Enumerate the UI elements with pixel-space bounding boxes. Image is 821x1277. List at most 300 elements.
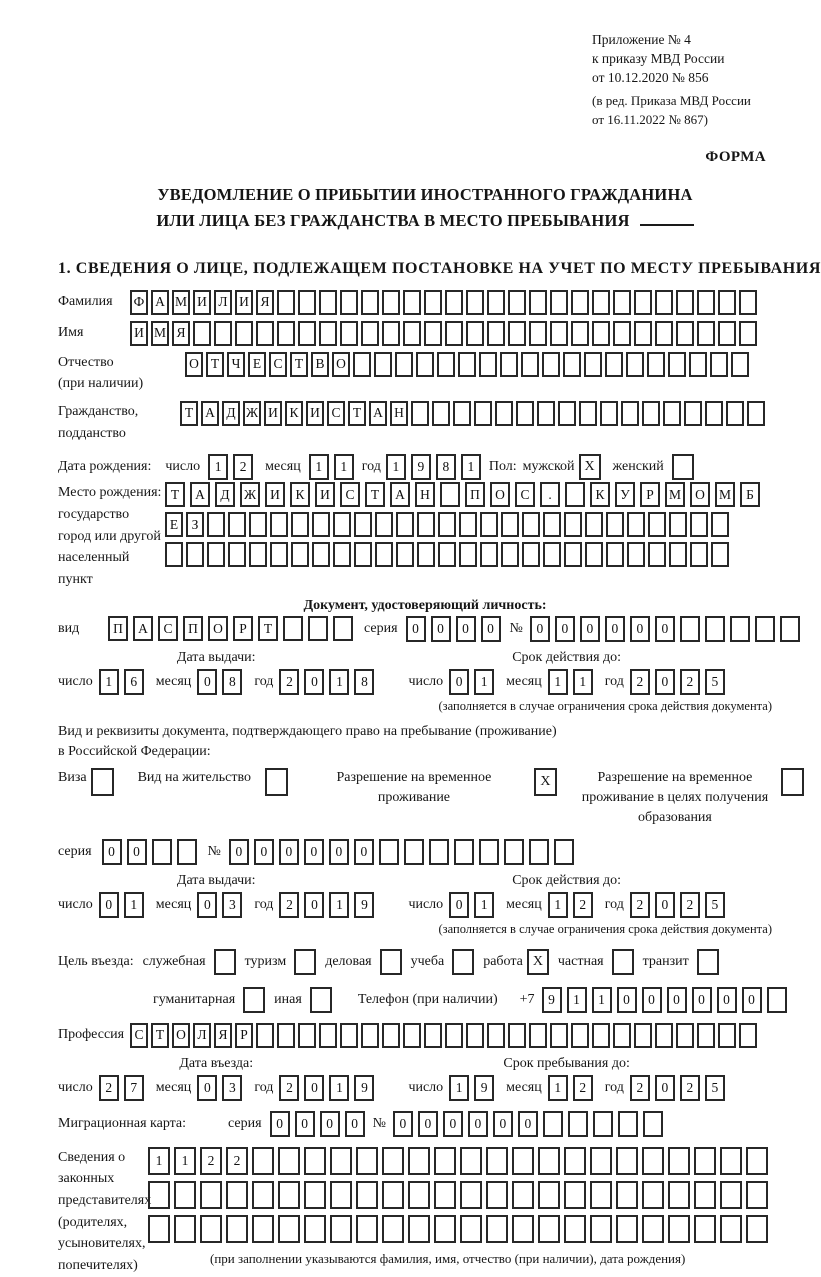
migration-number-boxes <box>393 1111 663 1137</box>
char-box: 5 <box>705 892 725 918</box>
representatives-label <box>58 1147 152 1277</box>
doc-expiry-day-boxes <box>449 669 494 695</box>
char-box: 0 <box>102 839 122 865</box>
char-box: 0 <box>127 839 147 865</box>
char-box: Т <box>151 1023 169 1048</box>
field-migration-card <box>58 1111 792 1137</box>
appendix-line: к приказу МВД России <box>592 51 725 67</box>
char-box <box>516 401 534 426</box>
char-box <box>330 1181 352 1209</box>
char-box: 2 <box>680 892 700 918</box>
purpose-official <box>143 949 236 975</box>
char-box <box>416 352 434 377</box>
char-box <box>445 290 463 315</box>
char-box <box>550 321 568 346</box>
char-box <box>330 1147 352 1175</box>
char-box <box>333 512 351 537</box>
char-box: 2 <box>573 892 593 918</box>
doc-issue-year-boxes <box>279 669 374 695</box>
char-box: 0 <box>655 892 675 918</box>
char-box: 2 <box>200 1147 222 1175</box>
char-box <box>396 542 414 567</box>
appendix-amendment-line: от 16.11.2022 № 867) <box>592 111 709 127</box>
residence-expiry-note: (заполняется в случае ограничения срока действия документа) <box>438 921 772 936</box>
char-box: 1 <box>334 454 354 480</box>
char-box <box>270 542 288 567</box>
char-box <box>417 512 435 537</box>
char-box <box>613 321 631 346</box>
purpose-tourism-label: туризм <box>244 953 287 969</box>
char-box: 0 <box>493 1111 513 1137</box>
char-box <box>408 1181 430 1209</box>
char-box: 1 <box>573 669 593 695</box>
char-box <box>564 512 582 537</box>
char-box <box>529 839 549 865</box>
option-residence-permit-label: Вид на жительство <box>137 769 251 785</box>
char-box <box>564 1215 586 1243</box>
char-box <box>403 1023 421 1048</box>
char-box <box>538 1147 560 1175</box>
char-box <box>298 321 316 346</box>
char-box <box>618 1111 638 1137</box>
char-box <box>382 321 400 346</box>
birth-place-boxes-row1 <box>165 482 760 507</box>
char-box: И <box>130 321 148 346</box>
char-box: 2 <box>233 454 253 480</box>
residence-expiry-day-boxes <box>449 892 494 918</box>
purpose-other-label: иная <box>274 991 302 1007</box>
char-box <box>711 512 729 537</box>
field-profession <box>58 1023 792 1048</box>
char-box <box>270 512 288 537</box>
char-box: 9 <box>354 892 374 918</box>
birth-place-label-main: Место рождения: <box>58 485 162 501</box>
char-box <box>252 1181 274 1209</box>
char-box: 1 <box>474 669 494 695</box>
char-box <box>226 1181 248 1209</box>
char-box <box>411 401 429 426</box>
char-box <box>705 616 725 642</box>
char-box <box>613 290 631 315</box>
field-citizenship <box>58 401 792 444</box>
stay-until-header: Срок пребывания до: <box>503 1055 630 1071</box>
representatives-label-line: усыновителях, <box>58 1236 146 1252</box>
char-box <box>466 1023 484 1048</box>
purpose-private-checkbox <box>612 949 634 975</box>
char-box: 2 <box>279 669 299 695</box>
char-box <box>605 352 623 377</box>
char-box <box>333 616 353 641</box>
purpose-official-checkbox <box>214 949 236 975</box>
char-box <box>207 542 225 567</box>
char-box <box>361 321 379 346</box>
char-box: 7 <box>124 1075 144 1101</box>
char-box <box>353 352 371 377</box>
char-box: 8 <box>354 669 374 695</box>
char-box: В <box>311 352 329 377</box>
char-box <box>174 1215 196 1243</box>
option-temp-residence-education-label: Разрешение на временное проживание в целях получения образования <box>581 769 769 826</box>
day-label: число <box>58 1079 93 1095</box>
char-box <box>256 321 274 346</box>
char-box <box>459 542 477 567</box>
field-entry-purpose <box>58 949 792 975</box>
char-box <box>434 1147 456 1175</box>
char-box <box>529 290 547 315</box>
representatives-boxes-row2 <box>148 1181 768 1209</box>
char-box: 1 <box>386 454 406 480</box>
purpose-tourism <box>245 949 317 975</box>
char-box <box>767 987 787 1013</box>
day-label: число <box>408 896 444 912</box>
doc-expiry-header: Срок действия до: <box>512 649 622 665</box>
char-box: Д <box>222 401 240 426</box>
surname-label: Фамилия <box>58 294 113 309</box>
char-box <box>564 1147 586 1175</box>
entry-date-header: Дата въезда: <box>179 1055 254 1071</box>
doc-expiry-note: (заполняется в случае ограничения срока действия документа) <box>438 698 772 713</box>
char-box: Е <box>248 352 266 377</box>
char-box: Р <box>233 616 253 641</box>
char-box <box>361 290 379 315</box>
year-label: год <box>254 896 274 912</box>
char-box <box>460 1147 482 1175</box>
char-box: 9 <box>354 1075 374 1101</box>
purpose-transit-checkbox <box>697 949 719 975</box>
purpose-humanitarian-checkbox <box>243 987 265 1013</box>
char-box <box>417 542 435 567</box>
option-residence-permit-checkbox <box>265 768 288 796</box>
char-box: 5 <box>705 1075 725 1101</box>
char-box <box>705 401 723 426</box>
char-box: 1 <box>99 669 119 695</box>
char-box: 0 <box>617 987 637 1013</box>
appendix-reference <box>592 30 774 129</box>
doc-dates <box>58 650 792 695</box>
char-box <box>487 321 505 346</box>
doc-issue-month-boxes <box>197 669 242 695</box>
char-box <box>694 1181 716 1209</box>
char-box <box>200 1181 222 1209</box>
char-box: 1 <box>329 892 349 918</box>
char-box: 0 <box>692 987 712 1013</box>
residence-doc-options <box>58 768 792 829</box>
char-box <box>697 1023 715 1048</box>
char-box <box>613 1023 631 1048</box>
char-box: 0 <box>655 669 675 695</box>
char-box <box>193 321 211 346</box>
option-visa-checkbox <box>91 768 114 796</box>
char-box <box>438 512 456 537</box>
char-box <box>277 290 295 315</box>
char-box <box>571 290 589 315</box>
char-box: 0 <box>354 839 374 865</box>
purpose-humanitarian <box>153 987 265 1013</box>
phone-boxes <box>542 987 787 1013</box>
firstname-label: Имя <box>58 325 84 340</box>
char-box <box>746 1215 768 1243</box>
char-box <box>277 1023 295 1048</box>
char-box <box>571 1023 589 1048</box>
char-box: 2 <box>680 1075 700 1101</box>
stay-day-boxes <box>449 1075 494 1101</box>
char-box <box>512 1215 534 1243</box>
char-box <box>558 401 576 426</box>
char-box <box>616 1147 638 1175</box>
char-box: 2 <box>279 1075 299 1101</box>
char-box <box>676 1023 694 1048</box>
char-box: 1 <box>548 892 568 918</box>
char-box <box>460 1215 482 1243</box>
char-box <box>460 1181 482 1209</box>
char-box <box>382 290 400 315</box>
char-box: . <box>540 482 560 507</box>
residence-issue-year-boxes <box>279 892 374 918</box>
char-box <box>304 1147 326 1175</box>
char-box <box>755 616 775 642</box>
birth-place-label-city2: населенный пункт <box>58 550 130 587</box>
char-box <box>487 1023 505 1048</box>
char-box: 9 <box>542 987 562 1013</box>
year-label: год <box>254 673 274 689</box>
birth-month-boxes <box>309 454 354 480</box>
representatives-boxes-row3 <box>148 1215 768 1243</box>
char-box <box>495 401 513 426</box>
char-box <box>333 542 351 567</box>
forma-label: ФОРМА <box>705 149 766 166</box>
char-box <box>340 321 358 346</box>
char-box: 2 <box>573 1075 593 1101</box>
char-box <box>571 321 589 346</box>
day-label: число <box>408 1079 444 1095</box>
char-box <box>642 1215 664 1243</box>
residence-expiry-year-boxes <box>630 892 725 918</box>
char-box <box>642 401 660 426</box>
doc-kind-label: вид <box>58 620 80 636</box>
purpose-business <box>325 949 401 975</box>
char-box <box>512 1147 534 1175</box>
char-box: 1 <box>329 1075 349 1101</box>
char-box <box>298 290 316 315</box>
char-box <box>585 512 603 537</box>
char-box: Я <box>172 321 190 346</box>
month-label: месяц <box>265 459 301 475</box>
char-box: К <box>590 482 610 507</box>
char-box <box>642 1147 664 1175</box>
representatives-boxes-row1 <box>148 1147 768 1175</box>
char-box <box>564 1181 586 1209</box>
char-box <box>474 401 492 426</box>
char-box: 0 <box>197 892 217 918</box>
char-box: С <box>340 482 360 507</box>
char-box: Я <box>256 290 274 315</box>
char-box <box>668 1181 690 1209</box>
char-box: А <box>201 401 219 426</box>
birth-day-boxes <box>208 454 253 480</box>
purpose-official-label: служебная <box>142 953 206 969</box>
purpose-business-label: деловая <box>325 953 372 969</box>
citizenship-label-line1: Гражданство, <box>58 403 139 419</box>
residence-dates <box>58 873 792 918</box>
char-box <box>542 352 560 377</box>
char-box <box>408 1215 430 1243</box>
char-box <box>382 1215 404 1243</box>
char-box <box>319 1023 337 1048</box>
char-box <box>508 290 526 315</box>
char-box <box>256 1023 274 1048</box>
char-box <box>731 352 749 377</box>
char-box <box>655 1023 673 1048</box>
char-box <box>382 1181 404 1209</box>
char-box <box>458 352 476 377</box>
field-representatives <box>58 1147 792 1277</box>
char-box <box>148 1215 170 1243</box>
char-box <box>252 1147 274 1175</box>
representatives-label-line: (родителях, <box>58 1214 128 1230</box>
char-box <box>424 290 442 315</box>
purpose-work-checkbox: X <box>527 949 549 975</box>
field-residence-series <box>58 839 792 865</box>
char-box <box>739 290 757 315</box>
char-box: 1 <box>592 987 612 1013</box>
phone-label: Телефон (при наличии) <box>357 991 498 1007</box>
option-temp-residence-checkbox: X <box>534 768 557 796</box>
char-box: 0 <box>229 839 249 865</box>
representatives-label-line: представителях <box>58 1192 152 1208</box>
stay-until-group <box>408 1056 724 1101</box>
char-box: А <box>190 482 210 507</box>
char-box: О <box>172 1023 190 1048</box>
residence-expiry-group <box>408 873 724 918</box>
char-box: А <box>151 290 169 315</box>
char-box: 1 <box>174 1147 196 1175</box>
char-box: Б <box>740 482 760 507</box>
char-box <box>739 321 757 346</box>
firstname-boxes <box>130 321 757 346</box>
residence-expiry-month-boxes <box>548 892 593 918</box>
purpose-work <box>483 949 549 975</box>
char-box <box>404 839 424 865</box>
char-box <box>403 321 421 346</box>
option-visa-label: Виза <box>58 769 87 785</box>
residence-doc-title2: в Российской Федерации: <box>58 743 211 759</box>
char-box <box>726 401 744 426</box>
char-box: 0 <box>530 616 550 642</box>
char-box: 1 <box>474 892 494 918</box>
char-box <box>200 1215 222 1243</box>
char-box <box>249 512 267 537</box>
field-birth-date <box>58 454 792 480</box>
char-box <box>655 321 673 346</box>
char-box <box>508 1023 526 1048</box>
char-box: 0 <box>742 987 762 1013</box>
char-box: 0 <box>197 669 217 695</box>
representatives-note: (при заполнении указываются фамилия, имя, отчество (при наличии), дата рождения) <box>210 1250 686 1266</box>
char-box: И <box>315 482 335 507</box>
char-box <box>563 352 581 377</box>
field-patronymic <box>58 352 792 395</box>
citizenship-boxes <box>180 401 765 426</box>
char-box <box>226 1215 248 1243</box>
profession-label: Профессия <box>58 1027 125 1043</box>
char-box: 3 <box>222 1075 242 1101</box>
form-title-line1: УВЕДОМЛЕНИЕ О ПРИБЫТИИ ИНОСТРАННОГО ГРАЖДАНИНА <box>157 185 693 205</box>
char-box <box>621 401 639 426</box>
char-box <box>152 839 172 865</box>
char-box <box>501 542 519 567</box>
month-label: месяц <box>155 896 192 912</box>
char-box: М <box>665 482 685 507</box>
char-box: М <box>151 321 169 346</box>
char-box: П <box>108 616 128 641</box>
sex-male-label: мужской <box>522 459 575 475</box>
char-box <box>690 512 708 537</box>
char-box <box>298 1023 316 1048</box>
option-temp-residence-education-checkbox <box>781 768 804 796</box>
char-box <box>354 542 372 567</box>
char-box <box>440 482 460 507</box>
char-box: М <box>715 482 735 507</box>
char-box: 0 <box>555 616 575 642</box>
char-box <box>459 512 477 537</box>
char-box: Н <box>390 401 408 426</box>
char-box: И <box>264 401 282 426</box>
char-box <box>647 352 665 377</box>
purpose-transit <box>643 949 719 975</box>
char-box <box>550 1023 568 1048</box>
option-temp-residence-label: Разрешение на временное проживание <box>336 769 492 805</box>
char-box <box>710 352 728 377</box>
doc-issue-group <box>58 650 374 695</box>
char-box <box>780 616 800 642</box>
char-box <box>590 1215 612 1243</box>
char-box <box>668 1215 690 1243</box>
char-box: 1 <box>461 454 481 480</box>
char-box: 0 <box>655 1075 675 1101</box>
char-box <box>529 321 547 346</box>
char-box <box>543 542 561 567</box>
char-box: Т <box>258 616 278 641</box>
char-box <box>395 352 413 377</box>
doc-number-boxes <box>530 616 800 642</box>
char-box: 1 <box>148 1147 170 1175</box>
char-box <box>616 1215 638 1243</box>
char-box: И <box>306 401 324 426</box>
birth-year-boxes <box>386 454 481 480</box>
day-label: число <box>408 673 444 689</box>
char-box <box>711 542 729 567</box>
char-box <box>453 401 471 426</box>
residence-doc-title1: Вид и реквизиты документа, подтверждающего право на пребывание (проживание) <box>58 723 557 739</box>
sex-female-label: женский <box>612 459 664 475</box>
char-box <box>283 616 303 641</box>
char-box <box>437 352 455 377</box>
char-box: 1 <box>208 454 228 480</box>
char-box <box>668 1147 690 1175</box>
char-box: Р <box>235 1023 253 1048</box>
option-visa <box>58 768 114 796</box>
char-box: 2 <box>630 669 650 695</box>
char-box <box>676 290 694 315</box>
representatives-label-line: попечителях) <box>58 1258 138 1274</box>
day-label: число <box>165 459 201 475</box>
char-box <box>278 1215 300 1243</box>
char-box <box>550 290 568 315</box>
char-box <box>356 1147 378 1175</box>
residence-series-boxes <box>102 839 197 865</box>
char-box: 2 <box>630 892 650 918</box>
char-box <box>592 290 610 315</box>
